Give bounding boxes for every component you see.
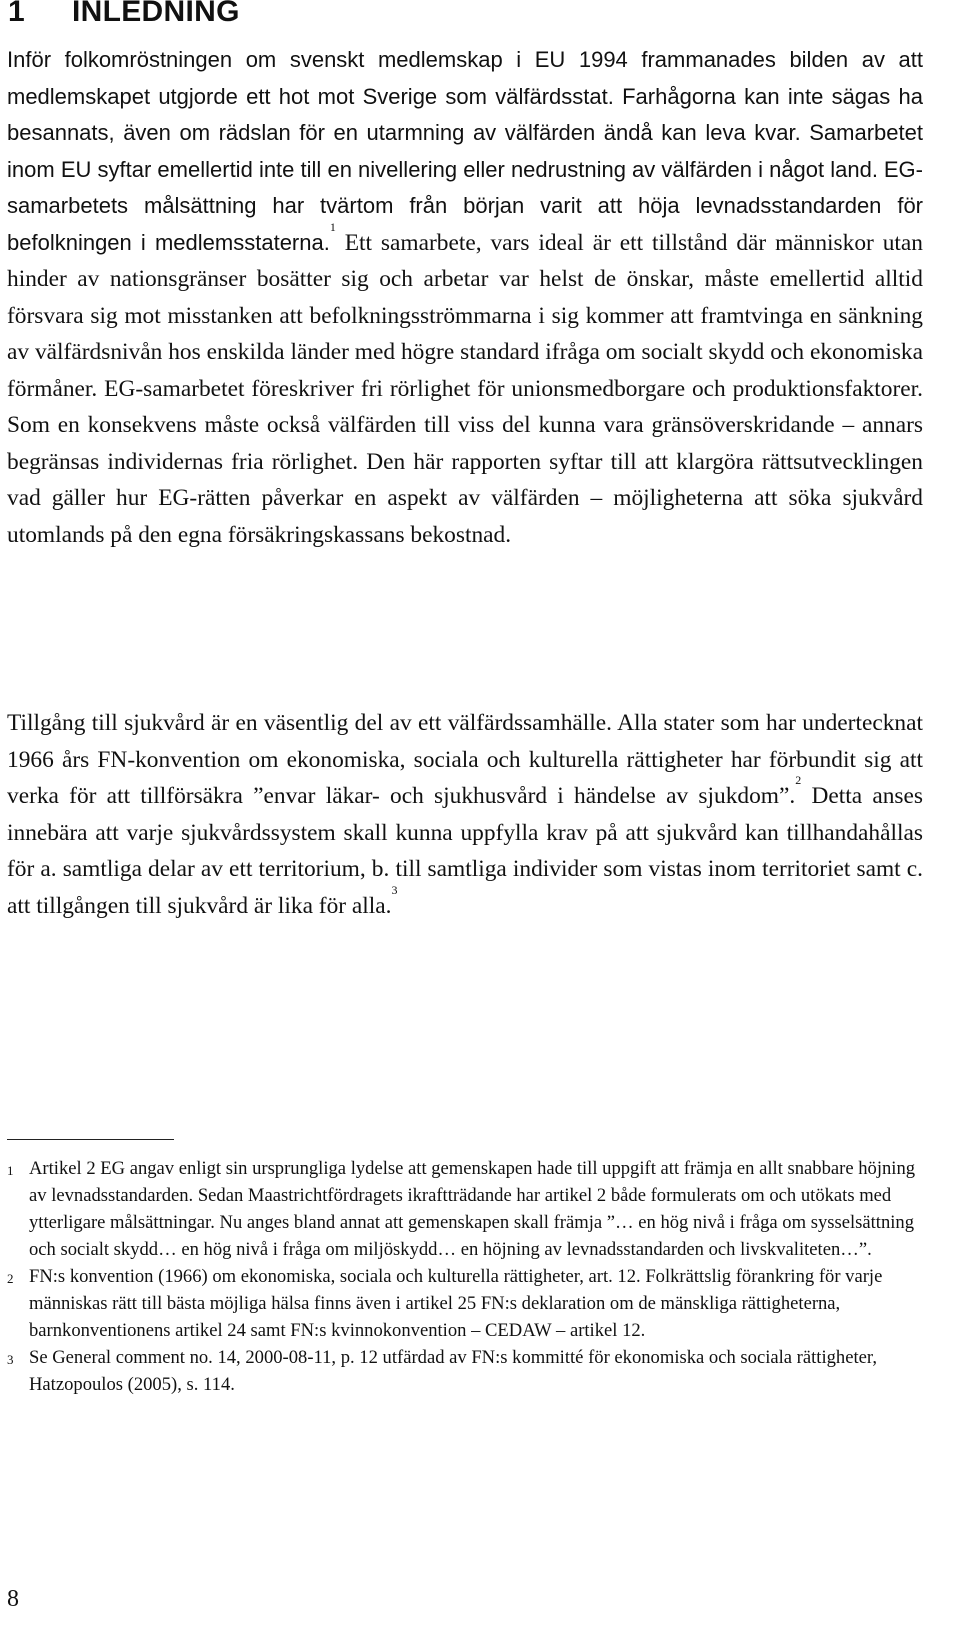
- eg-goal-sentence: EG-samarbetets målsättning har tvärtom från början varit att höja levnadsstandarden för befolkningen i medlemsstaterna.: [7, 156, 923, 255]
- footnote-number: 1: [7, 1163, 14, 1178]
- footnote-text: FN:s konvention (1966) om ekonomiska, sociala och kulturella rättigheter, art. 12. Folkrättslig förankring för varje människas rätt till bästa möjliga hälsa finns även i artikel 25 FN:s deklaration om de mänskliga rättigheterna, barnkonventionens artikel 24 samt FN:s kvinnokonvention – CEDAW – artikel 12.: [29, 1266, 883, 1341]
- footnote-ref-1[interactable]: 1: [329, 219, 336, 234]
- footnote-divider: [7, 1139, 174, 1140]
- chapter-heading: [8, 0, 240, 30]
- chapter-number: 1: [8, 0, 25, 28]
- healthcare-paragraph: [7, 705, 923, 924]
- footnote-text: Se General comment no. 14, 2000-08-11, p. 12 utfärdad av FN:s kommitté för ekonomiska och sociala rättigheter, Hatzopoulos (2005), s. 114.: [29, 1347, 877, 1395]
- footnote-1: [7, 1155, 923, 1263]
- footnotes: [7, 1155, 923, 1398]
- footnote-2: [7, 1263, 923, 1344]
- intro-paragraph: [7, 42, 923, 553]
- footnote-number: 3: [7, 1352, 14, 1367]
- healthcare-sentences: Tillgång till sjukvård är en väsentlig del av ett välfärdssamhälle. Alla stater som har undertecknat 1966 års FN-konvention om ekonomiska, sociala och kulturella rättigheter har förbundit sig att verka för att tillförsäkra ”envar läkar- och sjukhusvård i händelse av sjukdom”.: [7, 710, 923, 809]
- intro-sentences: Inför folkomröstningen om svenskt medlemskap i EU 1994 frammanades bilden av att medlemskapet utgjorde ett hot mot Sverige som välfärdsstat. Farhågorna kan inte sägas ha besannats, även om rädslan för en utarmning av välfärden ändå kan leva kvar. Samarbetet inom EU syftar emellertid inte till en nivellering eller nedrustning av välfärden i något land.: [7, 47, 923, 182]
- footnote-ref-2[interactable]: 2: [795, 773, 802, 787]
- intro-continuation: Ett samarbete, vars ideal är ett tillstånd där människor utan hinder av nationsgränser bosätter sig och arbetar var helst de önskar, måste emellertid alltid försvara sig mot misstanken att befolkningsströmmarna i sig kommer att framtvinga en sänkning av välfärdsnivån hos enskilda länder med högre standard ifråga om socialt skydd och ekonomiska förmåner. EG-samarbetet föreskriver fri rörlighet för unionsmedborgare och produktionsfaktorer. Som en konsekvens måste också välfärden till viss del kunna vara gränsöverskridande – annars begränsas individernas fria rörlighet. Den här rapporten syftar till att klargöra rättsutvecklingen vad gäller hur EG-rätten påverkar en aspekt av välfärden – möjligheterna att söka sjukvård utomlands på den egna försäkringskassans bekostnad.: [7, 229, 923, 548]
- footnote-number: 2: [7, 1271, 14, 1286]
- footnote-ref-3[interactable]: 3: [391, 882, 398, 897]
- footnote-text: Artikel 2 EG angav enligt sin ursprungliga lydelse att gemenskapen hade till uppgift att främja en allt snabbare höjning av levnadsstandarden. Sedan Maastrichtfördragets ikraftträdande har artikel 2 både formulerats om och utökats med ytterligare målsättningar. Nu anges bland annat att gemenskapen skall främja ”… en hög nivå i fråga om sysselsättning och socialt skydd… en hög nivå i fråga om miljöskydd… en höjning av levnadsstandarden och livskvaliteten…”.: [29, 1158, 916, 1260]
- page-number: 8: [7, 1586, 19, 1612]
- chapter-title: INLEDNING: [72, 0, 240, 28]
- healthcare-continuation: Detta anses innebära att varje sjukvårdssystem skall kunna uppfylla krav på att sjukvård kan tillhandahållas för a. samtliga delar av ett territorium, b. till samtliga individer som vistas inom territoriet samt c. att tillgången till sjukvård är lika för alla.: [7, 783, 924, 919]
- footnote-3: [7, 1344, 923, 1398]
